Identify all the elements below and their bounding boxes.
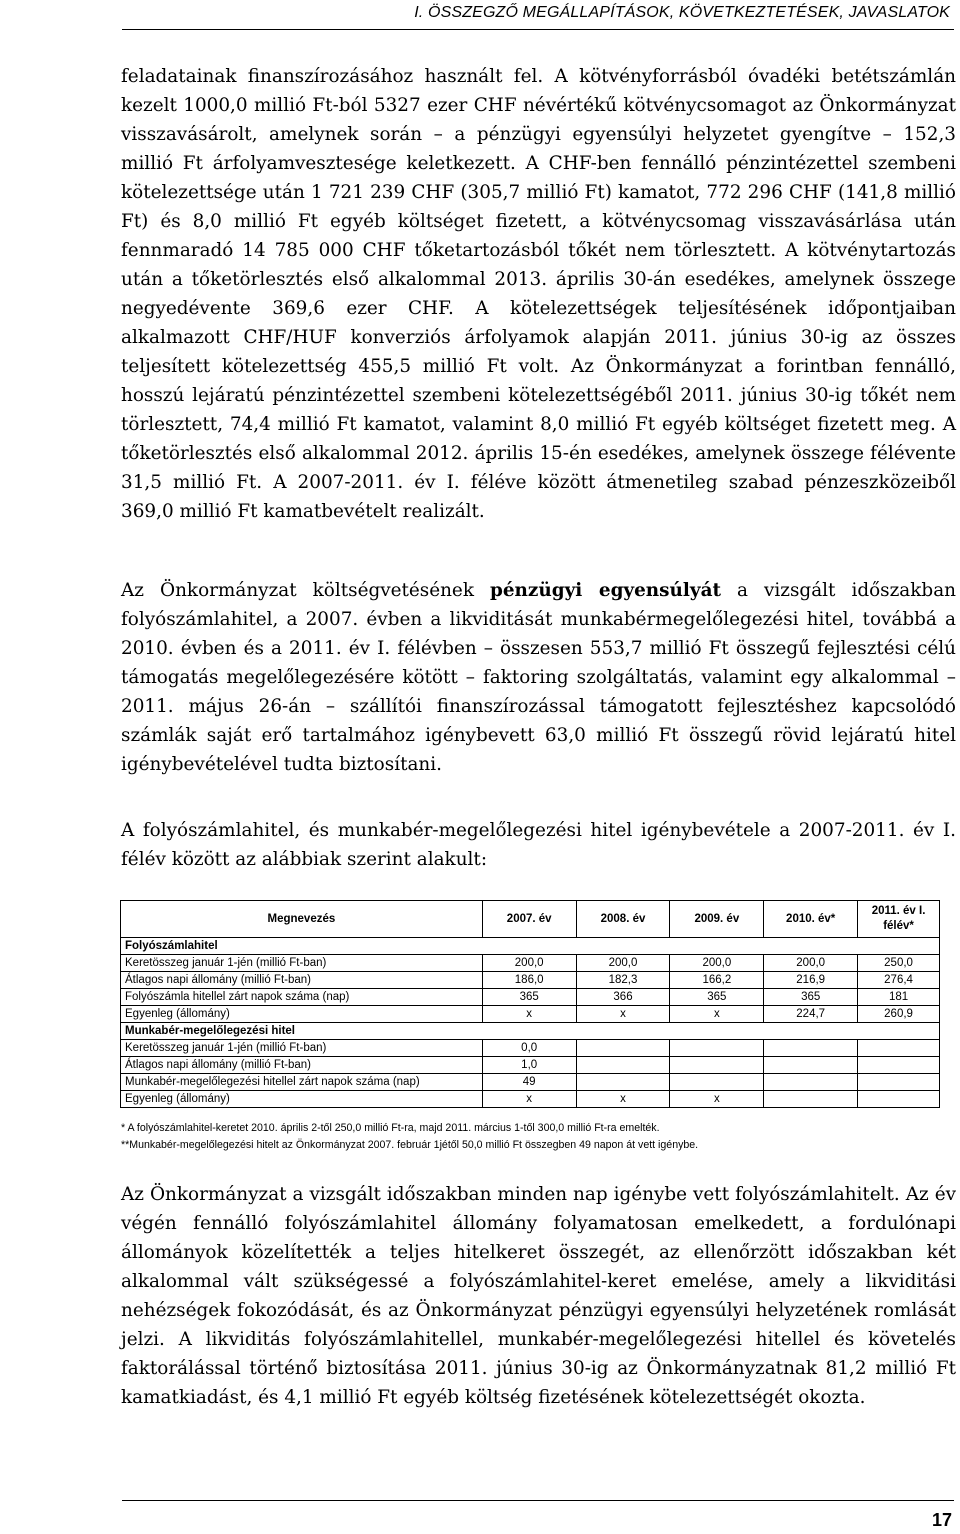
credit-table bbox=[120, 900, 940, 1108]
column-header: 2011. év I. félév* bbox=[858, 901, 940, 938]
table-row: Munkabér-megelőlegezési hitellel zárt napok száma (nap) 49 bbox=[121, 1074, 940, 1091]
paragraph-financial-balance-bold: pénzügyi egyensúlyát bbox=[490, 580, 721, 601]
column-header: 2010. év* bbox=[764, 901, 858, 938]
table-row: Keretösszeg január 1-jén (millió Ft-ban) 0,0 bbox=[121, 1040, 940, 1057]
page-header bbox=[0, 0, 960, 30]
section-title: Folyószámlahitel bbox=[121, 938, 483, 955]
column-header: Megnevezés bbox=[121, 901, 483, 938]
paragraph-financial-balance-start: Az Önkormányzat költségvetésének bbox=[121, 580, 490, 601]
table-row: Egyenleg (állomány) x x x bbox=[121, 1091, 940, 1108]
table-row: Keretösszeg január 1-jén (millió Ft-ban) 200,0 200,0 200,0 200,0 250,0 bbox=[121, 955, 940, 972]
footer-divider bbox=[122, 1500, 954, 1501]
table-row: Átlagos napi állomány (millió Ft-ban) 186,0 182,3 166,2 216,9 276,4 bbox=[121, 972, 940, 989]
table-row: Folyószámla hitellel zárt napok száma (nap) 365 366 365 365 181 bbox=[121, 989, 940, 1006]
table-section-row bbox=[121, 1023, 940, 1040]
paragraph-financial-balance-end: a vizsgált időszakban folyószámlahitel, a 2007. évben a likviditását munkabérmegelőlegezési hitel, továbbá a 2010. évben és a 2011. év I. félévben – összesen 553,7 millió Ft összegű fejlesztési célú támogatás megelőlegezésére kötött – faktoring szolgáltatás, valamint egy alkalommal – 2011. május 26-án – szállítói finanszírozással támogatott fejlesztéshez kapcsolódó számlák saját erő tartalmához igénybevett 63,0 millió Ft összegű rövid lejáratú hitel igénybevételével tudta biztosítani. bbox=[121, 580, 957, 775]
table-row: Egyenleg (állomány) x x x 224,7 260,9 bbox=[121, 1006, 940, 1023]
paragraph-overdraft: Az Önkormányzat a vizsgált időszakban minden nap igénybe vett folyószámlahitelt. Az év végén fennálló folyószámlahitel állomány folyamatosan emelkedett, a fordulónapi állományok közelítették a teljes hitelkeret összegét, az ellenőrzött időszakban két alkalommal vált szükségessé a folyószámlahitel-keret emelése, amely a likviditási nehézségek fokozódását, és az Önkormányzat pénzügyi egyensúlyi helyzetének romlását jelzi. A likviditás folyószámlahitellel, munkabér-megelőlegezési hitellel és követelés faktorálással történő biztosítása 2011. június 30-ig az Önkormányzatnak 81,2 millió Ft kamatkiadást, és 4,1 millió Ft egyéb költség fizetésének kötelezettségét okozta. bbox=[121, 1184, 956, 1408]
column-header: 2007. év bbox=[482, 901, 576, 938]
paragraph-financial-balance bbox=[121, 576, 956, 779]
paragraph-table-intro: A folyószámlahitel, és munkabér-megelőlegezési hitel igénybevétele a 2007-2011. év I. félév között az alábbiak szerint alakult: bbox=[121, 820, 956, 870]
header-divider bbox=[122, 29, 954, 30]
table-footnote-1: * A folyószámlahitel-keretet 2010. április 2-től 250,0 millió Ft-ra, majd 2011. március 1-től 300,0 millió Ft-ra emelték. bbox=[121, 1122, 660, 1134]
table-section-row bbox=[121, 938, 940, 955]
table-row: Átlagos napi állomány (millió Ft-ban) 1,0 bbox=[121, 1057, 940, 1074]
table-header-row bbox=[121, 901, 940, 938]
section-title: Munkabér-megelőlegezési hitel bbox=[121, 1023, 483, 1040]
column-header: 2008. év bbox=[576, 901, 670, 938]
paragraph-bond: feladatainak finanszírozásához használt fel. A kötvényforrásból óvadéki betétszámlán kezelt 1000,0 millió Ft-ból 5327 ezer CHF névértékű kötvénycsomagot az Önkormányzat visszavásárolt, amelynek során – a pénzügyi egyensúlyi helyzetet gyengítve – 152,3 millió Ft árfolyamvesztesége keletkezett. A CHF-ben fennálló pénzintézettel szembeni kötelezettsége után 1 721 239 CHF (305,7 millió Ft) kamatot, 772 296 CHF (141,8 millió Ft) és 8,0 millió Ft egyéb költséget fizetett, a kötvénycsomag visszavásárlása után fennmaradó 14 785 000 CHF tőketartozásból tőkét nem törlesztett. A kötvénytartozás után a tőketörlesztés első alkalommal 2013. április 30-án esedékes, amelynek összege negyedévente 369,6 ezer CHF. A kötelezettségek teljesítésének időpontjaiban alkalmazott CHF/HUF konverziós árfolyamok alapján 2011. június 30-ig az összes teljesített kötelezettség 455,5 millió Ft volt. Az Önkormányzat a forintban fennálló, hosszú lejáratú pénzintézettel szembeni kötelezettségéből 2011. június 30-ig tőkét nem törlesztett, 74,4 millió Ft kamatot, valamint 8,0 millió Ft egyéb költséget fizetett meg. A tőketörlesztés első alkalommal 2012. április 15-én esedékes, amelynek összege félévente 31,5 millió Ft. A 2007-2011. év I. féléve között átmenetileg szabad pénzeszközeiből 369,0 millió Ft kamatbevételt realizált. bbox=[121, 66, 956, 522]
header-title: I. ÖSSZEGZŐ MEGÁLLAPÍTÁSOK, KÖVETKEZTETÉSEK, JAVASLATOK bbox=[414, 4, 950, 21]
page-number: 17 bbox=[931, 1510, 952, 1530]
column-header: 2009. év bbox=[670, 901, 764, 938]
table-footnote-2: **Munkabér-megelőlegezési hitelt az Önkormányzat 2007. február 1jétől 50,0 millió Ft összegben 49 napon át vett igénybe. bbox=[121, 1139, 699, 1151]
